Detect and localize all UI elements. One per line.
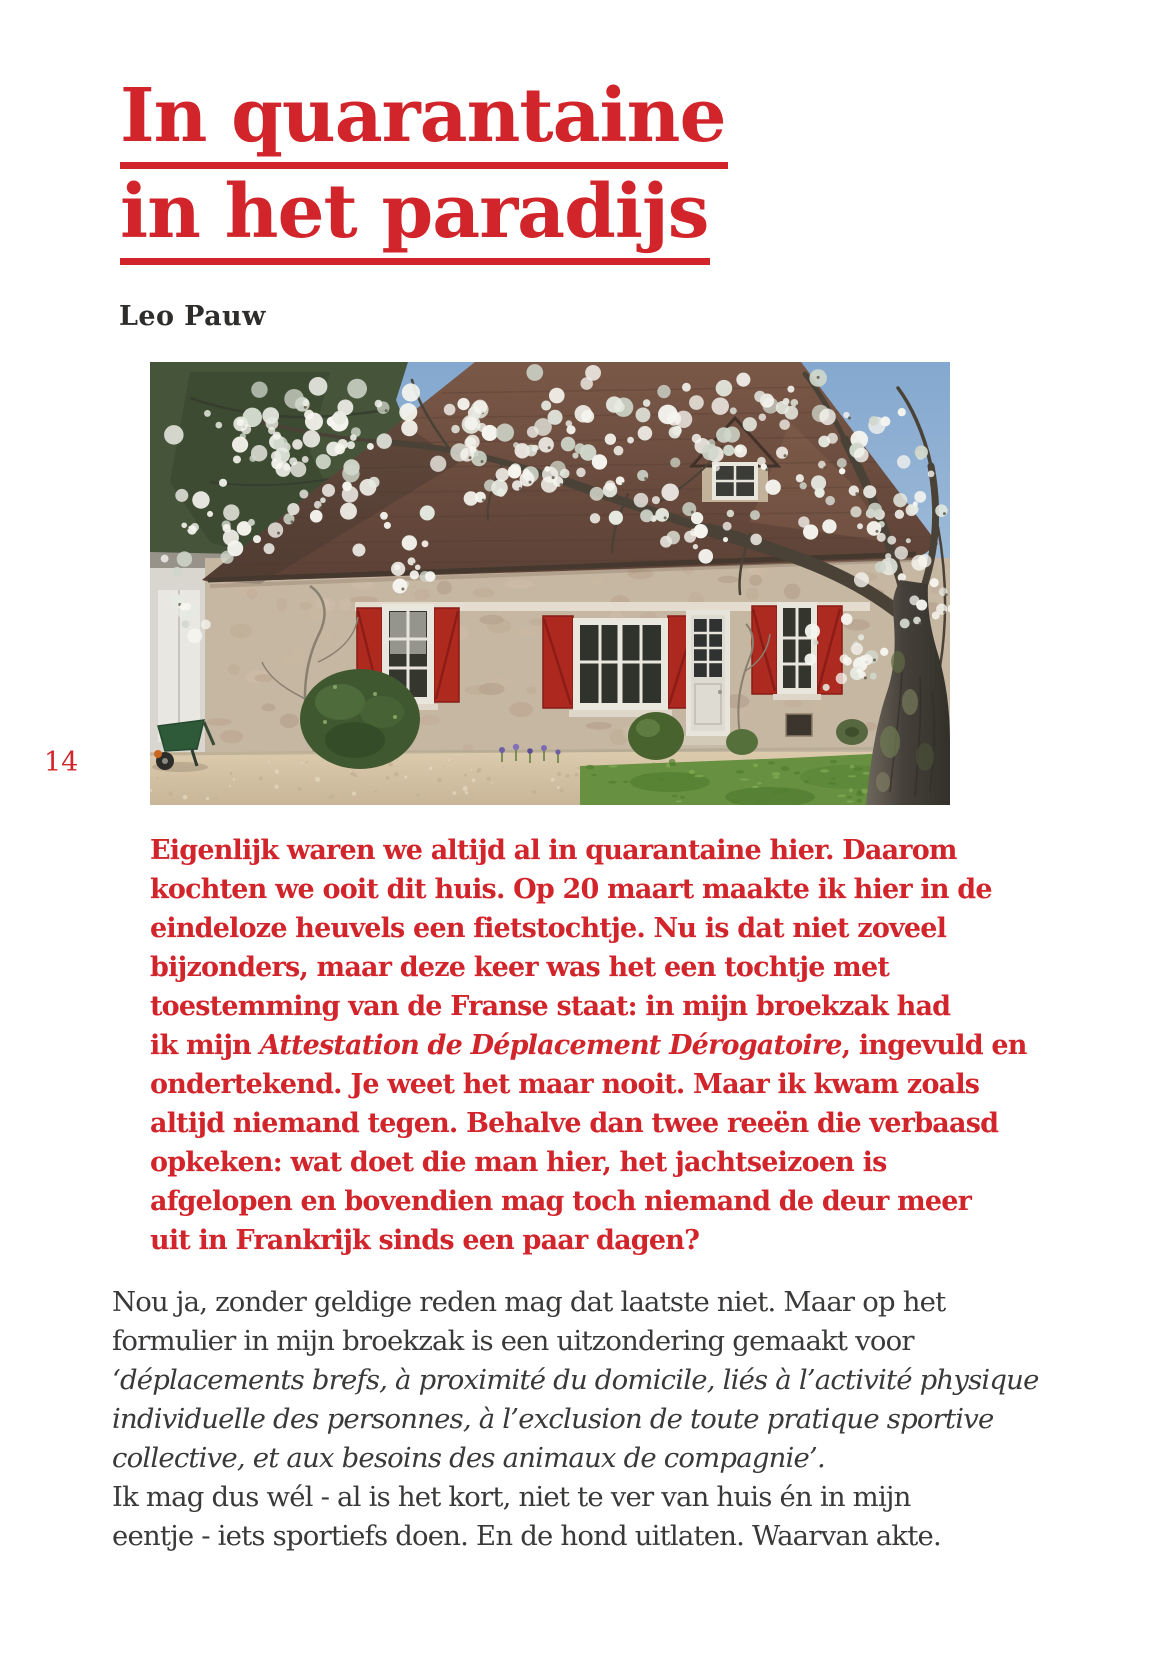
title-line-1: In quarantaine xyxy=(120,80,728,169)
body-line: eentje - iets sportiefs doen. En de hond uitlaten. Waarvan akte. xyxy=(112,1520,941,1552)
intro-line: bijzonders, maar deze keer was het een tochtje met xyxy=(150,952,889,983)
intro-paragraph xyxy=(150,831,1027,1260)
intro-line: Eigenlijk waren we altijd al in quarantaine hier. Daarom xyxy=(150,835,957,866)
intro-line: kochten we ooit dit huis. Op 20 maart maakte ik hier in de xyxy=(150,874,992,905)
intro-line: altijd niemand tegen. Behalve dan twee reeën die verbaasd xyxy=(150,1108,999,1139)
article-title xyxy=(120,73,728,272)
page-number: 14 xyxy=(44,747,79,778)
intro-italic-phrase: Attestation de Déplacement Dérogatoire xyxy=(259,1030,842,1061)
intro-line: ondertekend. Je weet het maar nooit. Maar ik kwam zoals xyxy=(150,1069,980,1100)
window-center xyxy=(543,616,698,717)
intro-text: ik mijn xyxy=(150,1030,260,1061)
body-line: Nou ja, zonder geldige reden mag dat laatste niet. Maar op het xyxy=(112,1286,946,1318)
house-photo xyxy=(150,362,950,805)
intro-line: toestemming van de Franse staat: in mijn broekzak had xyxy=(150,991,951,1022)
intro-line: eindeloze heuvels een fietstochtje. Nu is dat niet zoveel xyxy=(150,913,947,944)
intro-line xyxy=(150,1026,1027,1065)
title-line-2: in het paradijs xyxy=(120,176,710,265)
body-line: formulier in mijn broekzak is een uitzondering gemaakt voor xyxy=(112,1325,914,1357)
body-line: Ik mag dus wél - al is het kort, niet te ver van huis én in mijn xyxy=(112,1481,911,1513)
intro-line: opkeken: wat doet die man hier, het jachtseizoen is xyxy=(150,1147,887,1178)
body-paragraph xyxy=(112,1283,1039,1556)
body-line-french-quote: individuelle des personnes, à l’exclusion de toute pratique sportive xyxy=(112,1403,994,1435)
body-line-french-quote: collective, et aux besoins des animaux de compagnie’. xyxy=(112,1442,825,1474)
author-byline: Leo Pauw xyxy=(119,301,266,332)
intro-line: afgelopen en bovendien mag toch niemand de deur meer xyxy=(150,1186,972,1217)
intro-line: uit in Frankrijk sinds een paar dagen? xyxy=(150,1225,700,1256)
intro-text: , ingevuld en xyxy=(841,1030,1027,1061)
body-line-french-quote: ‘déplacements brefs, à proximité du domicile, liés à l’activité physique xyxy=(112,1364,1039,1396)
